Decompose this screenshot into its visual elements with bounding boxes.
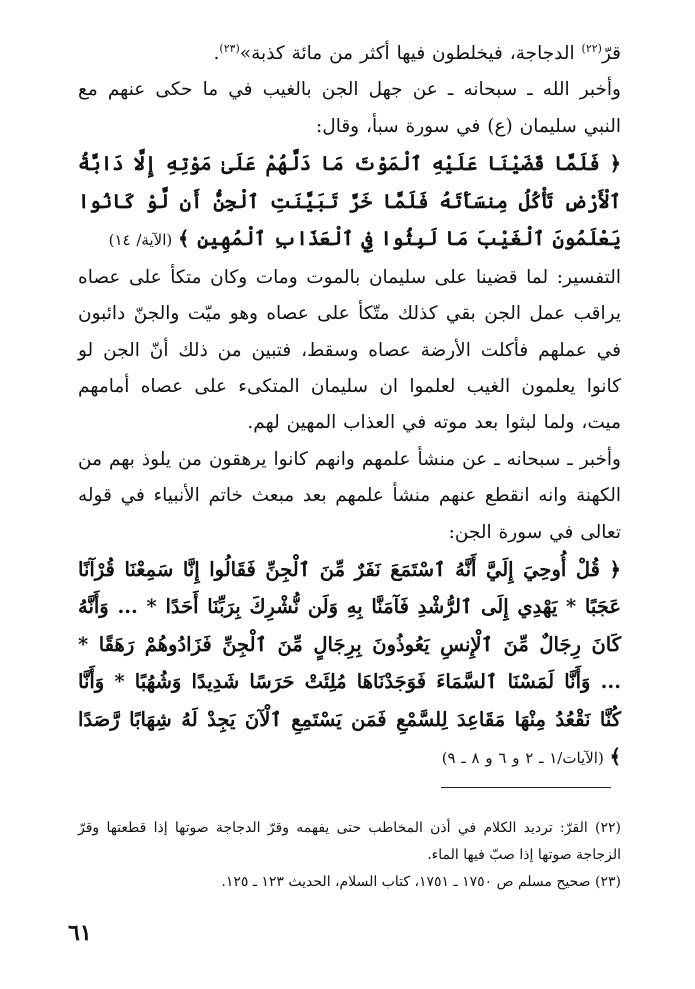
paragraph-1-end: . xyxy=(213,43,220,64)
footnotes xyxy=(78,815,621,896)
quran-verse-jinn-ref: (الآيات/١ ـ ٢ و ٦ و ٨ ـ ٩) xyxy=(441,749,610,768)
paragraph-1 xyxy=(78,36,621,72)
footnote-23: (٢٣) صحيح مسلم ص ١٧٥٠ ـ ١٧٥١، كتاب السلام، الحديث ١٢٣ ـ ١٢٥. xyxy=(221,874,621,890)
paragraph-2: وأخبر الله ـ سبحانه ـ عن جهل الجن بالغيب في ما حكى عنهم مع النبي سليمان (ع) في سورة سبأ، وقال: xyxy=(78,79,621,137)
footnote-ref-23: (٢٣) xyxy=(219,41,240,55)
footnote-ref-22: (٢٢) xyxy=(581,41,602,55)
paragraph-1-start: قرّ xyxy=(601,43,621,64)
page-number: ٦١ xyxy=(68,920,92,946)
paragraph-1-body: الدجاجة، فيخلطون فيها أكثر من مائة كذبة» xyxy=(239,43,582,64)
paragraph-tafsir: التفسير: لما قضينا على سليمان بالموت ومات وكان متكأ على عصاه يراقب عمل الجن بقي كذلك متّكأ على عصاه وهو ميّت والجنّ دائبون في عملهم فأكلت الأرضة عصاه وسقط، فتبين من ذلك أنّ الجن لو كانوا يعلمون الغيب لعلموا ان سليمان المتكىء على عصاه أمامهم ميت، ولما لبثوا بعد موته في العذاب المهين لهم. xyxy=(78,266,621,434)
main-text xyxy=(78,36,621,778)
quran-verse-jinn-text: ﴿ قُلْ أُوحِيَ إِلَيَّ أَنَّهُ ٱسْتَمَعَ نَفَرٌ مِّنَ ٱلْجِنِّ فَقَالُوا إِنَّا سَمِعْنَا قُرْآنًا عَجَبًا * يَهْدِي إِلَى ٱلرُّشْدِ فَآمَنَّا بِهِ وَلَن نُّشْرِكَ بِرَبِّنَا أَحَدًا * ... وَأَنَّهُ كَانَ رِجَالٌ مِّنَ ٱلْإِنسِ يَعُوذُونَ بِرِجَالٍ مِّنَ ٱلْجِنِّ فَزَادُوهُمْ رَهَقًا * ... وَأَنَّا لَمَسْنَا ٱلسَّمَاءَ فَوَجَدْنَاهَا مُلِئَتْ حَرَسًا شَدِيدًا وَشُهُبًا * وَأَنَّا كُنَّا نَقْعُدُ مِنْهَا مَقَاعِدَ لِلسَّمْعِ فَمَن يَسْتَمِعِ ٱلْآنَ يَجِدْ لَهُ شِهَابًا رَّصَدًا ﴾ xyxy=(78,557,621,769)
quran-verse-saba xyxy=(78,145,621,260)
footnote-divider xyxy=(441,787,611,788)
quran-verse-saba-ref: (الآية/ ١٤) xyxy=(108,231,178,250)
paragraph-4: وأخبر ـ سبحانه ـ عن منشأ علمهم وانهم كانوا يرهقون من يلوذ بهم من الكهنة وانه انقطع عنهم منشأ علمهم بعد مبعث خاتم الأنبياء في قوله تعالى في سورة الجن: xyxy=(78,448,621,543)
quran-verse-saba-text: ﴿ فَلَمَّا قَضَيْنَا عَلَيْهِ ٱلْمَوْتَ مَا دَلَّهُمْ عَلَىٰ مَوْتِهِ إِلَّا دَابَّةُ ٱلْأَرْضِ تَأْكُلُ مِنسَأَتَهُ فَلَمَّا خَرَّ تَبَيَّنَتِ ٱلْجِنُّ أَن لَّوْ كَانُوا يَعْلَمُونَ ٱلْغَيْبَ مَا لَبِثُوا فِي ٱلْعَذَابِ ٱلْمُهِينِ ﴾ xyxy=(78,152,621,251)
quran-verse-jinn xyxy=(78,551,621,778)
footnote-22: (٢٢) القرّ: ترديد الكلام في أذن المخاطب حتى يفهمه وقرّ الدجاجة صوتها إذا قطعتها وقرّ الزجاجة صوتها إذا صبّ فيها الماء. xyxy=(78,820,621,863)
